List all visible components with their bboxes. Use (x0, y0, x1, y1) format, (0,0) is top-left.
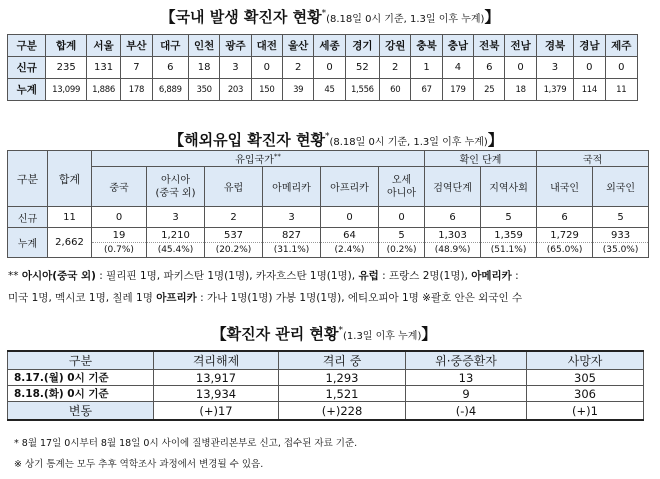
management-row (8, 386, 644, 402)
header-cell: 세종 (314, 35, 345, 57)
table-cell: 1,210 (147, 228, 205, 243)
header-cell: 격리해제 (154, 351, 279, 370)
table-cell: 933 (593, 228, 649, 243)
table-cell: 6 (425, 207, 481, 228)
table-cell: 3 (220, 57, 251, 79)
footnote: * 8월 17일 0시부터 8월 18일 0시 사이에 질병관리본부로 신고, 접수된 자료 기준. (14, 438, 358, 449)
percent-cell: (65.0%) (537, 243, 593, 258)
table-cell: 0 (605, 57, 637, 79)
percent-cell: (48.9%) (425, 243, 481, 258)
table-cell: 1,729 (537, 228, 593, 243)
header-cell: 대구 (152, 35, 188, 57)
table-cell: 11 (48, 207, 92, 228)
management-row (8, 370, 644, 386)
header-cell: 격리 중 (279, 351, 406, 370)
header-cell: 사망자 (527, 351, 644, 370)
row-label: 신규 (8, 57, 46, 79)
table-cell: 350 (188, 79, 219, 101)
table-cell: 6 (537, 207, 593, 228)
header-cell: 충남 (442, 35, 473, 57)
table-cell: 1,556 (345, 79, 379, 101)
group-header-nation: 국적 (537, 151, 649, 167)
table-cell: (+)17 (154, 402, 279, 421)
table-cell: 5 (481, 207, 537, 228)
domestic-header-row (8, 35, 638, 57)
table-cell: 178 (121, 79, 152, 101)
overseas-title: 【해외유입 확진자 현황*(8.18일 0시 기준, 1.3일 이후 누계)】 (169, 131, 503, 149)
table-cell: 0 (314, 57, 345, 79)
row-label: 변동 (8, 402, 154, 421)
table-cell: 6 (474, 57, 505, 79)
overseas-group-row (8, 151, 649, 167)
header-cell: 광주 (220, 35, 251, 57)
percent-cell: (51.1%) (481, 243, 537, 258)
overseas-note-line1: ** 아시아(중국 외) : 필리핀 1명, 파키스탄 1명(1명), 카자흐스탄 1명(1명), 유럽 : 프랑스 2명(1명), 아메리카 : (8, 270, 519, 282)
table-cell: 6 (152, 57, 188, 79)
percent-cell: (31.1%) (263, 243, 321, 258)
header-cell: 외국인 (593, 167, 649, 207)
table-cell: 3 (536, 57, 573, 79)
table-cell: 2 (380, 57, 411, 79)
header-cell: 강원 (380, 35, 411, 57)
table-cell: 7 (121, 57, 152, 79)
header-cell: 위·중증환자 (406, 351, 527, 370)
header-cell: 합계 (46, 35, 86, 57)
management-header-row (8, 351, 644, 370)
header-cell: 구분 (8, 351, 154, 370)
percent-cell: (35.0%) (593, 243, 649, 258)
header-cell: 구분 (8, 35, 46, 57)
domestic-cumulative-row (8, 79, 638, 101)
table-cell: 13,099 (46, 79, 86, 101)
header-cell: 경기 (345, 35, 379, 57)
row-label: 신규 (8, 207, 48, 228)
row-label: 누계 (8, 79, 46, 101)
percent-cell: (0.7%) (92, 243, 147, 258)
table-cell: 2,662 (48, 228, 92, 258)
percent-cell: (20.2%) (205, 243, 263, 258)
row-label: 8.17.(월) 0시 기준 (8, 370, 154, 386)
domestic-title: 【국내 발생 확진자 현황*(8.18일 0시 기준, 1.3일 이후 누계)】 (160, 8, 500, 26)
overseas-subheader-row (8, 167, 649, 207)
table-cell: 1,886 (86, 79, 120, 101)
header-cell: 중국 (92, 167, 147, 207)
table-cell: 150 (251, 79, 282, 101)
table-cell: 18 (188, 57, 219, 79)
table-cell: 827 (263, 228, 321, 243)
table-cell: 114 (574, 79, 605, 101)
table-cell: 131 (86, 57, 120, 79)
domestic-new-row (8, 57, 638, 79)
table-cell: 235 (46, 57, 86, 79)
table-cell: 25 (474, 79, 505, 101)
header-cell: 울산 (283, 35, 314, 57)
domestic-table (7, 34, 638, 101)
percent-cell: (45.4%) (147, 243, 205, 258)
table-cell: 4 (442, 57, 473, 79)
table-cell: 1,359 (481, 228, 537, 243)
table-cell: 5 (593, 207, 649, 228)
table-cell: 64 (321, 228, 379, 243)
table-cell: 13 (406, 370, 527, 386)
header-cell: 검역단계 (425, 167, 481, 207)
table-cell: 13,934 (154, 386, 279, 402)
table-cell: 52 (345, 57, 379, 79)
row-label: 8.18.(화) 0시 기준 (8, 386, 154, 402)
header-cell: 경북 (536, 35, 573, 57)
header-cell: 아메리카 (263, 167, 321, 207)
overseas-table (7, 150, 649, 258)
table-cell: 1,379 (536, 79, 573, 101)
group-header-confirm: 확인 단계 (425, 151, 537, 167)
header-cell: 서울 (86, 35, 120, 57)
table-cell: 306 (527, 386, 644, 402)
table-cell: 0 (92, 207, 147, 228)
table-cell: 0 (251, 57, 282, 79)
table-cell: 1,293 (279, 370, 406, 386)
table-cell: (+)228 (279, 402, 406, 421)
table-cell: 2 (283, 57, 314, 79)
table-cell: 2 (205, 207, 263, 228)
table-cell: 13,917 (154, 370, 279, 386)
table-cell: (+)1 (527, 402, 644, 421)
overseas-new-row (8, 207, 649, 228)
footnote: ※ 상기 통계는 모두 추후 역학조사 과정에서 변경될 수 있음. (14, 459, 264, 470)
management-table (7, 350, 644, 421)
table-cell: 203 (220, 79, 251, 101)
table-cell: 179 (442, 79, 473, 101)
header-cell: 지역사회 (481, 167, 537, 207)
header-cell: 유럽 (205, 167, 263, 207)
percent-cell: (0.2%) (379, 243, 425, 258)
header-cell: 내국인 (537, 167, 593, 207)
overseas-cumulative-row (8, 228, 649, 243)
table-cell: 3 (147, 207, 205, 228)
table-cell: 11 (605, 79, 637, 101)
table-cell: 0 (379, 207, 425, 228)
table-cell: 0 (505, 57, 536, 79)
header-cell: 인천 (188, 35, 219, 57)
table-cell: 1 (411, 57, 442, 79)
table-cell: 6,889 (152, 79, 188, 101)
header-cell: 오세 아니아 (379, 167, 425, 207)
percent-cell: (2.4%) (321, 243, 379, 258)
table-cell: 5 (379, 228, 425, 243)
table-cell: 1,521 (279, 386, 406, 402)
header-cell: 전북 (474, 35, 505, 57)
header-cell: 아프리카 (321, 167, 379, 207)
table-cell: 3 (263, 207, 321, 228)
header-cell: 제주 (605, 35, 637, 57)
header-cell: 경남 (574, 35, 605, 57)
table-cell: (-)4 (406, 402, 527, 421)
table-cell: 18 (505, 79, 536, 101)
table-cell: 537 (205, 228, 263, 243)
table-cell: 60 (380, 79, 411, 101)
header-cell: 구분 (8, 151, 48, 207)
table-cell: 1,303 (425, 228, 481, 243)
row-label: 누계 (8, 228, 48, 258)
header-cell: 부산 (121, 35, 152, 57)
management-title: 【확진자 관리 현황*(1.3일 이후 누계)】 (211, 325, 437, 343)
table-cell: 9 (406, 386, 527, 402)
overseas-percent-row (8, 243, 649, 258)
header-cell: 대전 (251, 35, 282, 57)
table-cell: 0 (321, 207, 379, 228)
table-cell: 19 (92, 228, 147, 243)
table-cell: 39 (283, 79, 314, 101)
table-cell: 305 (527, 370, 644, 386)
header-cell: 합계 (48, 151, 92, 207)
overseas-note-line2: 미국 1명, 멕시코 1명, 칠레 1명 아프리카 : 가나 1명(1명) 가봉 1명(1명), 에티오피아 1명 ※괄호 안은 외국인 수 (8, 292, 523, 304)
management-diff-row (8, 402, 644, 421)
table-cell: 45 (314, 79, 345, 101)
table-cell: 67 (411, 79, 442, 101)
table-cell: 0 (574, 57, 605, 79)
header-cell: 충북 (411, 35, 442, 57)
group-header-inflow: 유입국가** (92, 151, 425, 167)
header-cell: 전남 (505, 35, 536, 57)
header-cell: 아시아 (중국 외) (147, 167, 205, 207)
